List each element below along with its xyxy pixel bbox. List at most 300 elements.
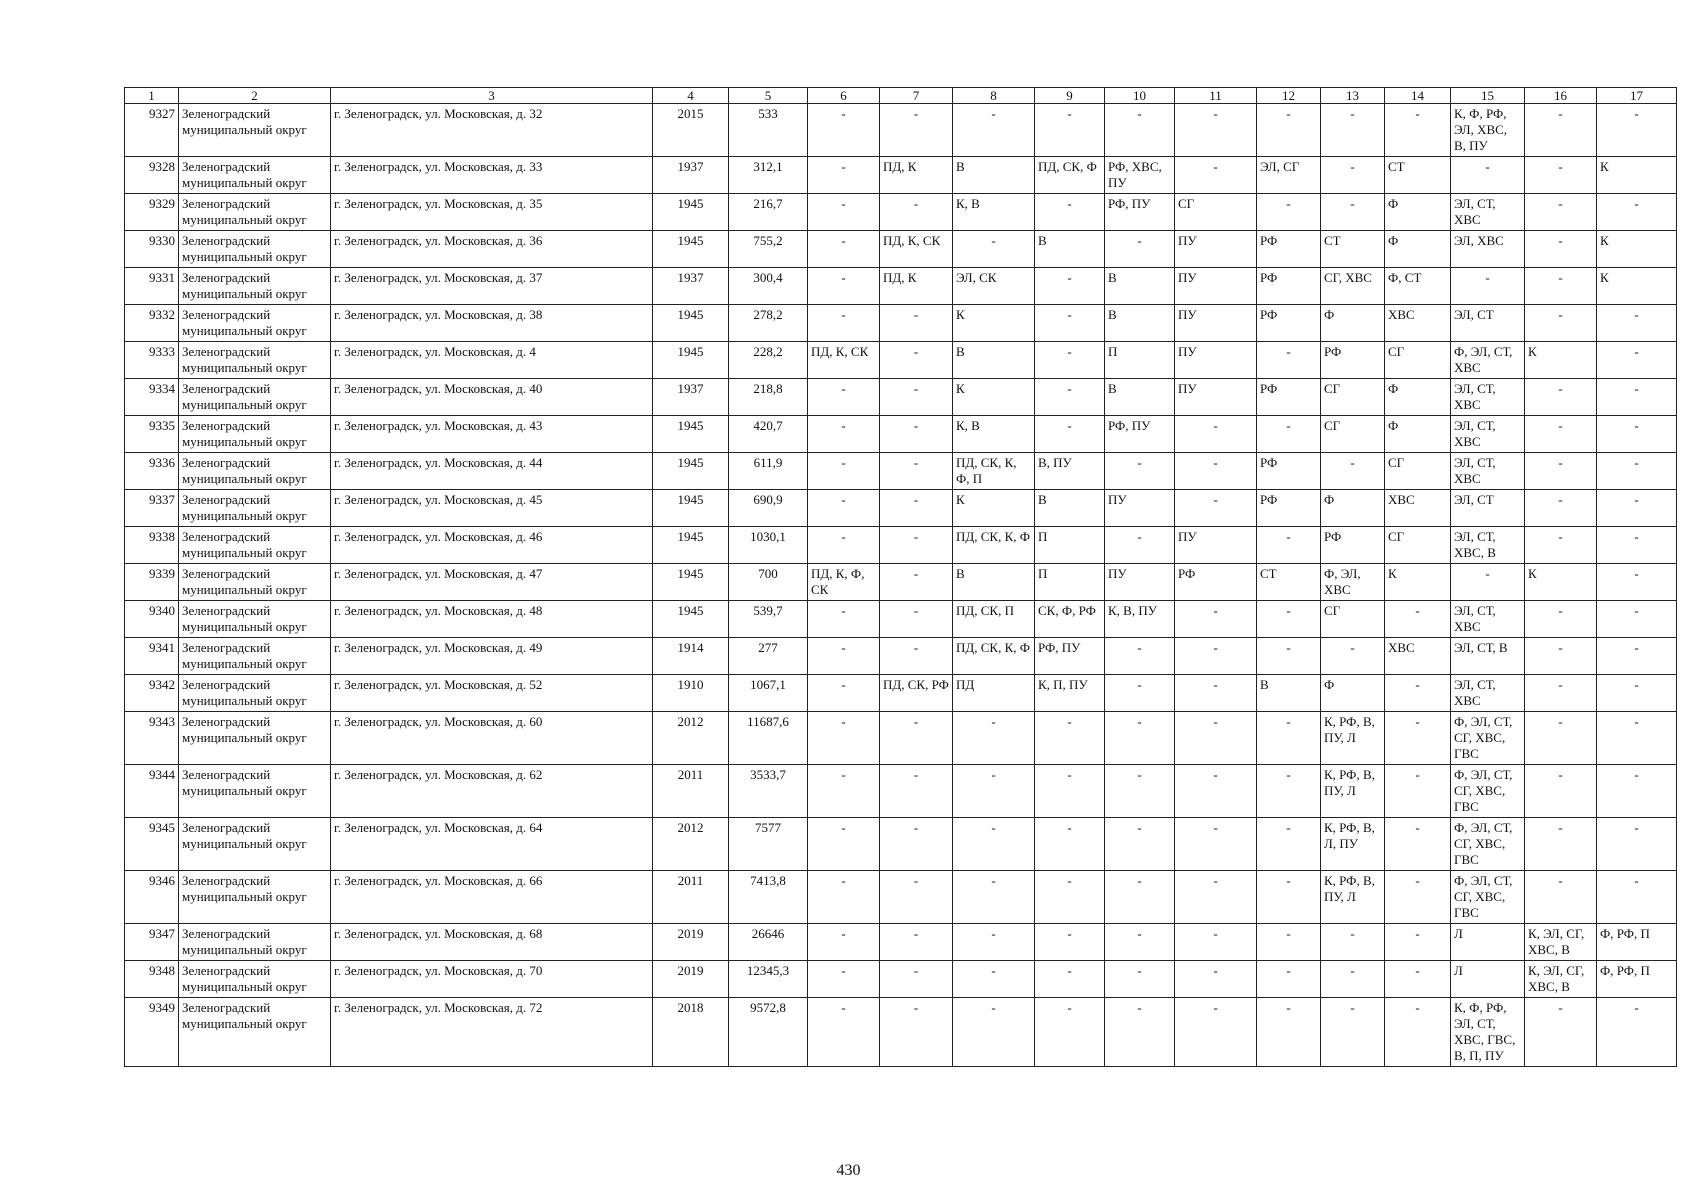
cell-c13: СГ: [1321, 416, 1385, 453]
cell-c11: -: [1175, 924, 1257, 961]
cell-year: 1945: [653, 601, 729, 638]
cell-c6: -: [808, 268, 880, 305]
registry-table-container: [124, 87, 1676, 1067]
cell-c17: К: [1597, 268, 1677, 305]
cell-c10: -: [1105, 675, 1175, 712]
cell-c8: В: [953, 564, 1035, 601]
cell-address: г. Зеленоградск, ул. Московская, д. 35: [331, 194, 653, 231]
cell-c16: -: [1525, 379, 1597, 416]
cell-c13: -: [1321, 453, 1385, 490]
cell-id: 9340: [125, 601, 179, 638]
table-row: [125, 601, 1677, 638]
column-header-12: 12: [1257, 88, 1321, 104]
cell-c13: РФ: [1321, 342, 1385, 379]
column-header-15: 15: [1451, 88, 1525, 104]
cell-c13: К, РФ, В, ПУ, Л: [1321, 765, 1385, 818]
cell-area: 7413,8: [729, 871, 808, 924]
cell-c15: Л: [1451, 961, 1525, 998]
cell-address: г. Зеленоградск, ул. Московская, д. 38: [331, 305, 653, 342]
cell-c7: -: [880, 305, 953, 342]
column-header-11: 11: [1175, 88, 1257, 104]
cell-c15: Л: [1451, 924, 1525, 961]
cell-id: 9342: [125, 675, 179, 712]
cell-c6: -: [808, 712, 880, 765]
cell-c9: -: [1035, 818, 1105, 871]
cell-c8: ПД, СК, П: [953, 601, 1035, 638]
cell-c12: В: [1257, 675, 1321, 712]
cell-c14: ХВС: [1385, 490, 1451, 527]
cell-c17: -: [1597, 104, 1677, 157]
cell-c15: -: [1451, 268, 1525, 305]
cell-district: Зеленоградский муниципальный округ: [179, 194, 331, 231]
cell-c12: -: [1257, 818, 1321, 871]
cell-c12: -: [1257, 765, 1321, 818]
table-header-row: [125, 88, 1677, 104]
cell-c8: К: [953, 490, 1035, 527]
cell-id: 9329: [125, 194, 179, 231]
cell-c9: -: [1035, 998, 1105, 1067]
cell-c13: СТ: [1321, 231, 1385, 268]
cell-c7: -: [880, 818, 953, 871]
cell-area: 7577: [729, 818, 808, 871]
table-row: [125, 453, 1677, 490]
cell-c9: ПД, СК, Ф: [1035, 157, 1105, 194]
cell-c6: -: [808, 194, 880, 231]
cell-c8: ПД, СК, К, Ф: [953, 638, 1035, 675]
cell-c16: -: [1525, 416, 1597, 453]
cell-c7: -: [880, 453, 953, 490]
cell-c8: ПД, СК, К, Ф: [953, 527, 1035, 564]
cell-c15: ЭЛ, СТ, ХВС: [1451, 379, 1525, 416]
cell-c9: -: [1035, 765, 1105, 818]
cell-year: 1945: [653, 527, 729, 564]
cell-c14: Ф: [1385, 194, 1451, 231]
cell-c16: К, ЭЛ, СГ, ХВС, В: [1525, 961, 1597, 998]
cell-c10: В: [1105, 268, 1175, 305]
cell-c12: -: [1257, 998, 1321, 1067]
cell-district: Зеленоградский муниципальный округ: [179, 961, 331, 998]
cell-district: Зеленоградский муниципальный округ: [179, 342, 331, 379]
cell-c15: ЭЛ, СТ, В: [1451, 638, 1525, 675]
cell-c13: -: [1321, 157, 1385, 194]
cell-c6: -: [808, 961, 880, 998]
cell-area: 216,7: [729, 194, 808, 231]
cell-address: г. Зеленоградск, ул. Московская, д. 60: [331, 712, 653, 765]
cell-year: 1945: [653, 490, 729, 527]
cell-id: 9339: [125, 564, 179, 601]
cell-c17: -: [1597, 194, 1677, 231]
cell-c10: -: [1105, 712, 1175, 765]
cell-c17: К: [1597, 231, 1677, 268]
cell-c17: -: [1597, 527, 1677, 564]
cell-district: Зеленоградский муниципальный округ: [179, 638, 331, 675]
cell-c11: ПУ: [1175, 527, 1257, 564]
cell-c13: РФ: [1321, 527, 1385, 564]
cell-c14: -: [1385, 712, 1451, 765]
cell-c15: К, Ф, РФ, ЭЛ, ХВС, В, ПУ: [1451, 104, 1525, 157]
cell-c8: ЭЛ, СК: [953, 268, 1035, 305]
table-row: [125, 961, 1677, 998]
cell-c11: ПУ: [1175, 342, 1257, 379]
cell-area: 755,2: [729, 231, 808, 268]
cell-c16: -: [1525, 104, 1597, 157]
table-row: [125, 268, 1677, 305]
cell-year: 1945: [653, 342, 729, 379]
cell-c13: К, РФ, В, ПУ, Л: [1321, 871, 1385, 924]
cell-c14: Ф: [1385, 416, 1451, 453]
cell-district: Зеленоградский муниципальный округ: [179, 564, 331, 601]
cell-c9: -: [1035, 871, 1105, 924]
cell-c9: -: [1035, 961, 1105, 998]
cell-id: 9328: [125, 157, 179, 194]
table-row: [125, 231, 1677, 268]
cell-c13: Ф: [1321, 490, 1385, 527]
cell-c16: -: [1525, 305, 1597, 342]
table-row: [125, 194, 1677, 231]
cell-c16: К, ЭЛ, СГ, ХВС, В: [1525, 924, 1597, 961]
cell-c7: -: [880, 416, 953, 453]
cell-district: Зеленоградский муниципальный округ: [179, 712, 331, 765]
table-row: [125, 818, 1677, 871]
table-row: [125, 924, 1677, 961]
cell-address: г. Зеленоградск, ул. Московская, д. 45: [331, 490, 653, 527]
cell-c16: -: [1525, 231, 1597, 268]
cell-area: 312,1: [729, 157, 808, 194]
cell-id: 9345: [125, 818, 179, 871]
cell-id: 9347: [125, 924, 179, 961]
cell-c10: РФ, ПУ: [1105, 416, 1175, 453]
cell-c7: -: [880, 194, 953, 231]
cell-c17: -: [1597, 490, 1677, 527]
cell-c12: РФ: [1257, 305, 1321, 342]
cell-c17: -: [1597, 564, 1677, 601]
cell-area: 611,9: [729, 453, 808, 490]
table-row: [125, 675, 1677, 712]
cell-c16: -: [1525, 675, 1597, 712]
table-row: [125, 871, 1677, 924]
cell-c11: -: [1175, 416, 1257, 453]
cell-year: 2015: [653, 104, 729, 157]
cell-c9: -: [1035, 305, 1105, 342]
cell-c10: -: [1105, 818, 1175, 871]
cell-c8: -: [953, 231, 1035, 268]
cell-c8: К, В: [953, 416, 1035, 453]
cell-c6: -: [808, 765, 880, 818]
cell-c6: -: [808, 998, 880, 1067]
cell-c12: -: [1257, 342, 1321, 379]
cell-address: г. Зеленоградск, ул. Московская, д. 33: [331, 157, 653, 194]
cell-c7: -: [880, 379, 953, 416]
cell-area: 300,4: [729, 268, 808, 305]
cell-district: Зеленоградский муниципальный округ: [179, 104, 331, 157]
cell-c7: ПД, К: [880, 268, 953, 305]
cell-c11: ПУ: [1175, 379, 1257, 416]
cell-c10: В: [1105, 379, 1175, 416]
cell-c6: -: [808, 231, 880, 268]
cell-c14: Ф: [1385, 231, 1451, 268]
cell-c6: -: [808, 871, 880, 924]
cell-c12: РФ: [1257, 379, 1321, 416]
cell-c6: -: [808, 818, 880, 871]
cell-c10: РФ, ХВС, ПУ: [1105, 157, 1175, 194]
cell-c15: Ф, ЭЛ, СТ, СГ, ХВС, ГВС: [1451, 871, 1525, 924]
cell-c8: К: [953, 305, 1035, 342]
cell-c6: -: [808, 305, 880, 342]
cell-c6: -: [808, 638, 880, 675]
cell-c14: СГ: [1385, 527, 1451, 564]
cell-c9: -: [1035, 104, 1105, 157]
cell-c12: РФ: [1257, 268, 1321, 305]
cell-c14: -: [1385, 601, 1451, 638]
cell-c10: -: [1105, 638, 1175, 675]
cell-c6: ПД, К, Ф, СК: [808, 564, 880, 601]
column-header-10: 10: [1105, 88, 1175, 104]
column-header-16: 16: [1525, 88, 1597, 104]
cell-address: г. Зеленоградск, ул. Московская, д. 44: [331, 453, 653, 490]
cell-c15: Ф, ЭЛ, СТ, ХВС: [1451, 342, 1525, 379]
cell-district: Зеленоградский муниципальный округ: [179, 765, 331, 818]
cell-c10: В: [1105, 305, 1175, 342]
cell-c12: СТ: [1257, 564, 1321, 601]
cell-address: г. Зеленоградск, ул. Московская, д. 72: [331, 998, 653, 1067]
cell-c7: -: [880, 638, 953, 675]
column-header-7: 7: [880, 88, 953, 104]
table-row: [125, 104, 1677, 157]
cell-address: г. Зеленоградск, ул. Московская, д. 47: [331, 564, 653, 601]
cell-district: Зеленоградский муниципальный округ: [179, 490, 331, 527]
cell-c16: -: [1525, 638, 1597, 675]
column-header-13: 13: [1321, 88, 1385, 104]
table-row: [125, 712, 1677, 765]
cell-c14: -: [1385, 924, 1451, 961]
cell-c9: -: [1035, 416, 1105, 453]
cell-c7: ПД, К: [880, 157, 953, 194]
cell-c12: -: [1257, 871, 1321, 924]
table-row: [125, 490, 1677, 527]
cell-c12: -: [1257, 416, 1321, 453]
cell-c15: ЭЛ, СТ, ХВС: [1451, 453, 1525, 490]
cell-c17: -: [1597, 765, 1677, 818]
cell-c17: -: [1597, 712, 1677, 765]
cell-c11: -: [1175, 871, 1257, 924]
cell-c9: П: [1035, 527, 1105, 564]
cell-c7: -: [880, 601, 953, 638]
cell-c14: -: [1385, 104, 1451, 157]
cell-district: Зеленоградский муниципальный округ: [179, 998, 331, 1067]
cell-c6: -: [808, 601, 880, 638]
cell-c6: -: [808, 527, 880, 564]
cell-address: г. Зеленоградск, ул. Московская, д. 49: [331, 638, 653, 675]
table-row: [125, 342, 1677, 379]
cell-c10: -: [1105, 765, 1175, 818]
cell-year: 2019: [653, 924, 729, 961]
cell-c14: -: [1385, 998, 1451, 1067]
cell-id: 9332: [125, 305, 179, 342]
cell-district: Зеленоградский муниципальный округ: [179, 601, 331, 638]
cell-c17: Ф, РФ, П: [1597, 961, 1677, 998]
cell-c8: В: [953, 157, 1035, 194]
cell-c10: К, В, ПУ: [1105, 601, 1175, 638]
cell-c15: ЭЛ, СТ: [1451, 305, 1525, 342]
cell-area: 3533,7: [729, 765, 808, 818]
cell-c8: -: [953, 712, 1035, 765]
cell-area: 533: [729, 104, 808, 157]
cell-c14: СТ: [1385, 157, 1451, 194]
cell-c16: К: [1525, 564, 1597, 601]
cell-year: 1945: [653, 231, 729, 268]
cell-district: Зеленоградский муниципальный округ: [179, 379, 331, 416]
table-row: [125, 638, 1677, 675]
cell-address: г. Зеленоградск, ул. Московская, д. 37: [331, 268, 653, 305]
cell-c12: РФ: [1257, 453, 1321, 490]
cell-c8: ПД, СК, К, Ф, П: [953, 453, 1035, 490]
cell-area: 277: [729, 638, 808, 675]
cell-c16: -: [1525, 194, 1597, 231]
cell-c13: Ф: [1321, 675, 1385, 712]
cell-c17: -: [1597, 871, 1677, 924]
cell-district: Зеленоградский муниципальный округ: [179, 416, 331, 453]
cell-district: Зеленоградский муниципальный округ: [179, 818, 331, 871]
cell-c11: -: [1175, 712, 1257, 765]
cell-c6: -: [808, 416, 880, 453]
cell-c17: -: [1597, 342, 1677, 379]
cell-c16: -: [1525, 453, 1597, 490]
cell-c17: -: [1597, 675, 1677, 712]
cell-c17: -: [1597, 379, 1677, 416]
cell-c9: -: [1035, 268, 1105, 305]
cell-c14: СГ: [1385, 453, 1451, 490]
cell-c16: -: [1525, 490, 1597, 527]
cell-c7: -: [880, 765, 953, 818]
column-header-14: 14: [1385, 88, 1451, 104]
cell-c11: -: [1175, 157, 1257, 194]
cell-c17: К: [1597, 157, 1677, 194]
cell-c15: Ф, ЭЛ, СТ, СГ, ХВС, ГВС: [1451, 818, 1525, 871]
cell-c13: СГ: [1321, 601, 1385, 638]
cell-area: 228,2: [729, 342, 808, 379]
cell-c16: -: [1525, 871, 1597, 924]
cell-id: 9330: [125, 231, 179, 268]
cell-c14: Ф, СТ: [1385, 268, 1451, 305]
cell-c10: РФ, ПУ: [1105, 194, 1175, 231]
cell-c9: -: [1035, 924, 1105, 961]
cell-c13: -: [1321, 194, 1385, 231]
cell-area: 700: [729, 564, 808, 601]
cell-year: 1937: [653, 157, 729, 194]
cell-c10: ПУ: [1105, 564, 1175, 601]
cell-year: 1914: [653, 638, 729, 675]
cell-address: г. Зеленоградск, ул. Московская, д. 70: [331, 961, 653, 998]
cell-c12: -: [1257, 638, 1321, 675]
table-row: [125, 564, 1677, 601]
cell-c11: СГ: [1175, 194, 1257, 231]
cell-c8: В: [953, 342, 1035, 379]
cell-c9: -: [1035, 379, 1105, 416]
cell-c17: -: [1597, 998, 1677, 1067]
cell-c15: Ф, ЭЛ, СТ, СГ, ХВС, ГВС: [1451, 712, 1525, 765]
cell-c7: -: [880, 527, 953, 564]
cell-c12: РФ: [1257, 231, 1321, 268]
cell-c7: -: [880, 490, 953, 527]
cell-c9: -: [1035, 712, 1105, 765]
cell-year: 1910: [653, 675, 729, 712]
column-header-6: 6: [808, 88, 880, 104]
cell-c11: ПУ: [1175, 231, 1257, 268]
cell-area: 12345,3: [729, 961, 808, 998]
cell-c11: -: [1175, 638, 1257, 675]
cell-address: г. Зеленоградск, ул. Московская, д. 62: [331, 765, 653, 818]
cell-area: 539,7: [729, 601, 808, 638]
cell-c16: -: [1525, 601, 1597, 638]
cell-year: 2012: [653, 712, 729, 765]
cell-c13: -: [1321, 104, 1385, 157]
cell-c17: -: [1597, 305, 1677, 342]
cell-c10: -: [1105, 453, 1175, 490]
cell-address: г. Зеленоградск, ул. Московская, д. 68: [331, 924, 653, 961]
cell-c11: -: [1175, 818, 1257, 871]
cell-year: 1945: [653, 416, 729, 453]
table-row: [125, 998, 1677, 1067]
cell-c7: -: [880, 998, 953, 1067]
cell-c13: -: [1321, 961, 1385, 998]
cell-area: 26646: [729, 924, 808, 961]
cell-district: Зеленоградский муниципальный округ: [179, 871, 331, 924]
cell-c14: К: [1385, 564, 1451, 601]
cell-c10: -: [1105, 871, 1175, 924]
cell-c12: -: [1257, 924, 1321, 961]
cell-id: 9336: [125, 453, 179, 490]
cell-year: 1945: [653, 194, 729, 231]
cell-c6: -: [808, 453, 880, 490]
cell-area: 11687,6: [729, 712, 808, 765]
cell-c11: -: [1175, 601, 1257, 638]
cell-c7: -: [880, 104, 953, 157]
cell-c15: -: [1451, 157, 1525, 194]
cell-c12: -: [1257, 961, 1321, 998]
column-header-5: 5: [729, 88, 808, 104]
cell-c8: ПД: [953, 675, 1035, 712]
cell-c8: К, В: [953, 194, 1035, 231]
cell-year: 1937: [653, 379, 729, 416]
cell-c10: ПУ: [1105, 490, 1175, 527]
cell-year: 2018: [653, 998, 729, 1067]
cell-c16: -: [1525, 157, 1597, 194]
cell-c6: -: [808, 675, 880, 712]
cell-c13: -: [1321, 638, 1385, 675]
cell-c16: -: [1525, 765, 1597, 818]
cell-c13: К, РФ, В, ПУ, Л: [1321, 712, 1385, 765]
cell-c7: -: [880, 924, 953, 961]
cell-c12: РФ: [1257, 490, 1321, 527]
cell-c17: -: [1597, 601, 1677, 638]
cell-c8: -: [953, 924, 1035, 961]
cell-id: 9337: [125, 490, 179, 527]
cell-c10: -: [1105, 924, 1175, 961]
cell-c10: -: [1105, 231, 1175, 268]
cell-year: 1937: [653, 268, 729, 305]
cell-c9: РФ, ПУ: [1035, 638, 1105, 675]
cell-year: 2011: [653, 871, 729, 924]
cell-c12: -: [1257, 194, 1321, 231]
cell-id: 9346: [125, 871, 179, 924]
cell-c17: -: [1597, 453, 1677, 490]
table-body: [125, 104, 1677, 1067]
column-header-17: 17: [1597, 88, 1677, 104]
cell-year: 1945: [653, 305, 729, 342]
cell-district: Зеленоградский муниципальный округ: [179, 527, 331, 564]
cell-c10: -: [1105, 104, 1175, 157]
cell-c9: В: [1035, 231, 1105, 268]
